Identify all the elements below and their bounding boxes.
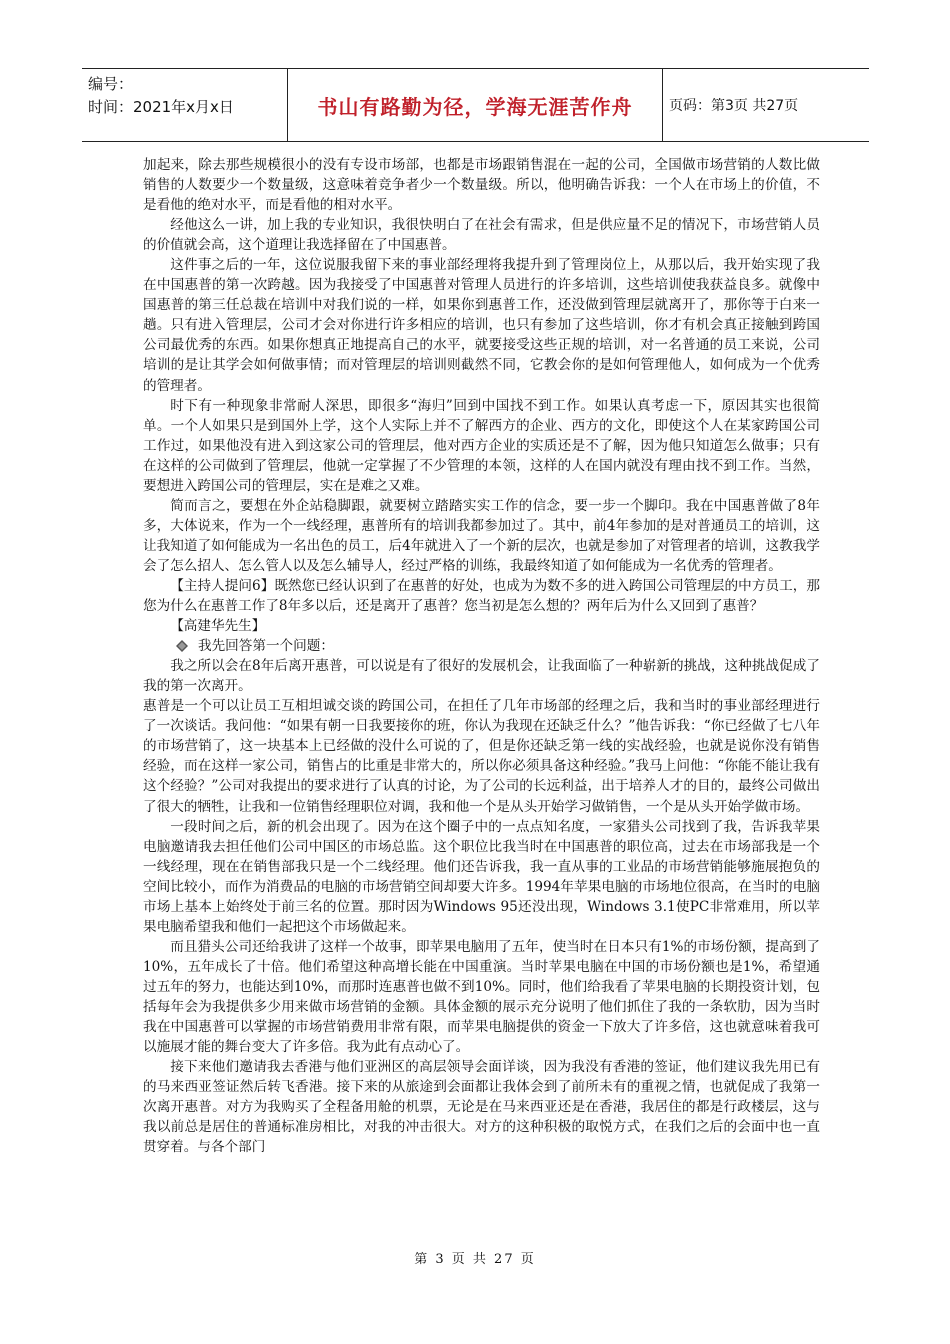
paragraph: 时下有一种现象非常耐人深思，即很多“海归”回到中国找不到工作。如果认真考虑一下，原因其实也很简单。一个人如果只是到国外上学，这个人实际上并不了解西方的企业、西方的文化，即使这个人在某家跨国公司工作过，如果他没有进入到这家公司的管理层，他对西方企业的实质还是不了解，因为他只知道怎么做事；只有在这样的公司做到了管理层，他就一定掌握了不少管理的本领，这样的人在国内就没有理由找不到工作。当然，要想进入跨国公司的管理层，实在是难之又难。: [143, 397, 820, 494]
header-motto: 书山有路勤为径，学海无涯苦作舟: [287, 69, 663, 141]
number-label: 编号：: [88, 75, 134, 93]
header-page-info: 页码：第3页 共27页: [669, 98, 799, 114]
paragraph: 加起来，除去那些规模很小的没有专设市场部，也都是市场跟销售混在一起的公司，全国做市场营销的人数比做销售的人数要少一个数量级，这意味着竞争者少一个数量级。所以，他明确告诉我：一个人在市场上的价值，不是看他的绝对水平，而是看他的相对水平。: [143, 157, 820, 214]
paragraph: 经他这么一讲，加上我的专业知识，我很快明白了在社会有需求，但是供应量不足的情况下，市场营销人员的价值就会高，这个道理让我选择留在了中国惠普。: [143, 217, 820, 254]
paragraph: 而且猎头公司还给我讲了这样一个故事，即苹果电脑用了五年，使当时在日本只有1%的市场份额，提高到了10%，五年成长了十倍。他们希望这种高增长能在中国重演。当时苹果电脑在中国的市场份额也是1%，希望通过五年的努力，也能达到10%，而那时连惠普也做不到10%。同时，他们给我看了苹果电脑的长期投资计划，包括每年会为我提供多少用来做市场营销的金额。具体金额的展示充分说明了他们抓住了我的一条软肋，因为当时我在中国惠普可以掌握的市场营销费用非常有限，而苹果电脑提供的资金一下放大了许多倍，这也就意味着我可以施展才能的舞台变大了许多倍。我为此有点动心了。: [143, 938, 820, 1056]
paragraph: 一段时间之后，新的机会出现了。因为在这个圈子中的一点点知名度，一家猎头公司找到了我，告诉我苹果电脑邀请我去担任他们公司中国区的市场总监。这个职位比我当时在中国惠普的职位高，过去在市场部我是一个一线经理，现在在销售部我只是一个二线经理。他们还告诉我，我一直从事的工业品的市场营销能够施展抱负的空间比较小，而作为消费品的电脑的市场营销空间却要大许多。1994年苹果电脑的市场地位很高，在当时的电脑市场上基本上始终处于前三名的位置。那时因为Windows 95还没出现，Windows 3.1使PC非常难用，所以苹果电脑希望我和他们一起把这个市场做起来。: [143, 818, 820, 935]
bullet-text: 我先回答第一个问题：: [198, 638, 334, 655]
diamond-bullet-icon: [176, 640, 188, 652]
paragraph: 惠普是一个可以让员工互相坦诚交谈的跨国公司，在担任了几年市场部的经理之后，我和当时的事业部经理进行了一次谈话。我问他：“如果有朝一日我要接你的班，你认为我现在还缺乏什么？”他告诉我：“你已经做了七八年的市场营销了，这一块基本上已经做的没什么可说的了，但是你还缺乏第一线的实战经验，也就是说你没有销售经验，而在这样一家公司，销售占的比重是非常大的，所以你必须具备这种经验。”我马上问他：“你能不能让我有这个经验？”公司对我提出的要求进行了认真的讨论，为了公司的长远利益，出于培养人才的目的，最终公司做出了很大的牺牲，让我和一位销售经理职位对调，我和他一个是从头开始学习做销售，一个是从头开始学做市场。: [143, 698, 820, 815]
speaker-label: 【高建华先生】: [170, 618, 266, 635]
paragraph: 这件事之后的一年，这位说服我留下来的事业部经理将我提升到了管理岗位上，从那以后，我开始实现了我在中国惠普的第一次跨越。因为我接受了中国惠普对管理人员进行的许多培训，这些培训使我获益良多。就像中国惠普的第三任总裁在培训中对我们说的一样，如果你到惠普工作，还没做到管理层就离开了，那你等于白来一趟。只有进入管理层，公司才会对你进行许多相应的培训，也只有参加了这些培训，你才有机会真正接触到跨国公司最优秀的东西。如果你想真正地提高自己的水平，就要接受这些正规的培训，对一名普通的员工来说，公司培训的是让其学会如何做事情；而对管理层的培训则截然不同，它教会你的是如何管理他人，如何成为一个优秀的管理者。: [143, 257, 820, 394]
paragraph: 我之所以会在8年后离开惠普，可以说是有了很好的发展机会，让我面临了一种崭新的挑战，这种挑战促成了我的第一次离开。: [143, 658, 820, 695]
page-footer: 第 3 页 共 27 页: [414, 1252, 536, 1267]
bullet-item: [143, 636, 820, 656]
paragraph: 接下来他们邀请我去香港与他们亚洲区的高层领导会面详谈，因为我没有香港的签证，他们建议我先用已有的马来西亚签证然后转飞香港。接下来的从旅途到会面都让我体会到了前所未有的重视之情，也就促成了我第一次离开惠普。对方为我购买了全程备用舱的机票，无论是在马来西亚还是在香港，我居住的都是行政楼层，这与我以前总是居住的普通标准房相比，对我的冲击很大。对方的这种积极的取悦方式，在我们之后的会面中也一直贯穿着。与各个部门: [143, 1059, 820, 1156]
document-body: [143, 155, 820, 1157]
header-meta: [82, 69, 287, 141]
paragraph: 简而言之，要想在外企站稳脚跟，就要树立踏踏实实工作的信念，要一步一个脚印。我在中国惠普做了8年多，大体说来，作为一个一线经理，惠普所有的培训我都参加过了。其中，前4年参加的是对普通员工的培训，这让我知道了如何能成为一名出色的员工，后4年就进入了一个新的层次，也就是参加了对管理者的培训，这教我学会了怎么招人、怎么管人以及怎么辅导人，经过严格的训练，我最终知道了如何能成为一名优秀的管理者。: [143, 497, 820, 574]
date-line: 时间：2021年x月x日: [88, 98, 234, 116]
host-question: 【主持人提问6】既然您已经认识到了在惠普的好处，也成为为数不多的进入跨国公司管理层的中方员工，那您为什么在惠普工作了8年多以后，还是离开了惠普？您当初是怎么想的？两年后为什么又回到了惠普？: [143, 577, 820, 615]
page-header: [82, 68, 869, 142]
